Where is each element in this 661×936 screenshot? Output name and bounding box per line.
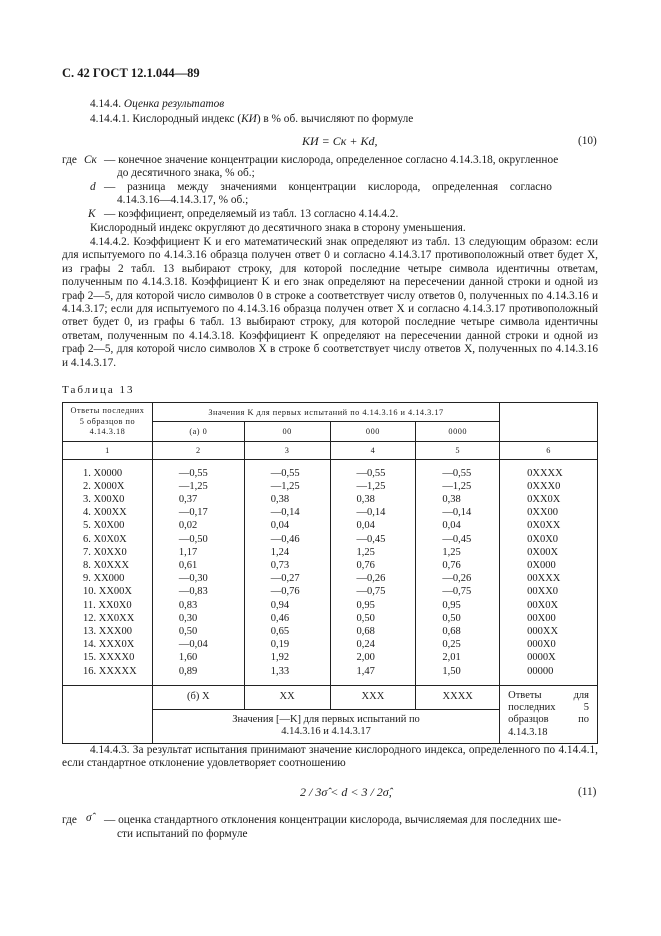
table-cell: 5. X0X00	[83, 520, 125, 532]
table-cell: 00X00	[527, 612, 556, 624]
table-cell: 2,01	[442, 652, 461, 664]
table-cell: —0,04	[178, 639, 208, 651]
col4-list	[357, 467, 416, 678]
table-cell: 1,25	[442, 546, 461, 558]
section-title: Оценка результатов	[123, 98, 225, 110]
table-cell: 00XX0	[527, 586, 559, 598]
table-cell: 00X0X	[527, 599, 559, 611]
table-cell: 1. X0000	[83, 467, 123, 479]
table-cell: 0,65	[270, 625, 290, 637]
table-cell: 3. X00X0	[83, 493, 125, 505]
table-cell: 0X000	[527, 559, 556, 571]
table-cell: 15. XXXX0	[83, 652, 135, 664]
table-cell: 0,76	[356, 559, 375, 571]
table-cell: —0,50	[178, 533, 208, 545]
table-cell: 0,83	[178, 599, 198, 611]
ck-desc-2: до десятичного знака, % об.;	[117, 167, 255, 179]
table-cell: 1,17	[178, 546, 198, 558]
sigma-symbol: σ̂	[86, 812, 92, 824]
table-cell: 2,00	[356, 652, 375, 664]
col-num-2: 2	[152, 441, 244, 459]
table-cell: —0,75	[442, 586, 472, 598]
table-cell: —0,76	[270, 586, 300, 598]
table-cell: 0,38	[270, 493, 290, 505]
table-cell: 1,92	[270, 652, 290, 664]
k-desc: — коэффициент, определяемый из табл. 13 согласно 4.14.4.2.	[104, 208, 399, 220]
table-cell: —0,17	[178, 507, 208, 519]
sub-b-2: XX	[244, 685, 330, 709]
head-main: Значения K для первых испытаний по 4.14.3.16 и 4.14.3.17	[152, 403, 499, 422]
table-cell: —0,26	[442, 573, 472, 585]
sigma-desc-2: сти испытаний по формуле	[117, 828, 248, 840]
table-cell: —0,75	[356, 586, 386, 598]
table-cell: —1,25	[178, 480, 208, 492]
col-num-4: 4	[330, 441, 416, 459]
rounding-note: Кислородный индекс округляют до десятичного знака в сторону уменьшения.	[90, 222, 466, 234]
formula-11-number: (11)	[578, 786, 597, 798]
table-cell: 000X0	[527, 639, 556, 651]
paragraph-4-14-4-2: 4.14.4.2. Коэффициент K и его математический знак определяют из табл. 13 следующим образом: если для испытуемого по 4.14.3.16 образца получен ответ 0 и согласно 4.14.3.17 противоположный ответ будет X, из графы 2 табл. 13 выбирают строку, для которой последние четыре символа идентичны ответам, полученным по 4.14.3.18. Коэффициент K и его знак определяют на пересечении данной строки и одной из граф 2—5, для которой число символов 0 в строке а соответствует числу ответов 0, полученных по 4.14.3.16 и 4.14.3.17; если для испытуемого по 4.14.3.16 образца получен ответ X и согласно 4.14.3.17 противоположный ответ будет 0, из графы 6 табл. 13 выбирают строку, для которой последние четыре символа идентичны ответам, полученным по 4.14.3.18. Коэффициент K определяют на пересечении данной строки и одной из граф 2—5, для которой число символов X в строке б соответствует числу ответов X, полученных по 4.14.3.16 и 4.14.3.17.	[62, 236, 598, 369]
table-cell: 1,24	[270, 546, 290, 558]
formula-11: 2 / 3σ̂ < d < 3 / 2σ̂,	[300, 785, 392, 799]
col5-cell	[416, 459, 500, 685]
sub-b-1: (б) X	[152, 685, 244, 709]
col-num-6: 6	[500, 441, 598, 459]
table-cell: —0,30	[178, 573, 208, 585]
table-cell: 9. XX000	[83, 573, 125, 585]
col4-cell	[330, 459, 416, 685]
table-cell: 1,60	[178, 652, 198, 664]
table-cell: 0X0XX	[527, 520, 561, 532]
table-cell: 0X0X0	[527, 533, 559, 545]
table-cell: —1,25	[442, 480, 472, 492]
p41441-ki: КИ	[241, 113, 257, 125]
k-symbol: K	[88, 208, 96, 220]
table-cell: 14. XXX0X	[83, 639, 135, 651]
sigma-desc-1: — оценка стандартного отклонения концентрации кислорода, вычисляемая для последних ше-	[104, 814, 562, 826]
table-cell: 0,04	[442, 520, 461, 532]
table-cell: 0,68	[356, 625, 375, 637]
table-cell: 0,50	[442, 612, 461, 624]
table-cell: 16. XXXXX	[83, 665, 137, 677]
where2-lead: где	[62, 814, 77, 826]
table-cell: 0,50	[178, 625, 198, 637]
foot-col1-empty	[63, 685, 153, 744]
table-cell: 4. X00XX	[83, 507, 127, 519]
table-cell: —0,55	[356, 467, 386, 479]
table-cell: 0,95	[356, 599, 375, 611]
col3-list	[271, 467, 330, 678]
col1-list	[83, 467, 152, 678]
table-cell: 1,33	[270, 665, 290, 677]
col-num-3: 3	[244, 441, 330, 459]
table-cell: —0,55	[270, 467, 300, 479]
table-cell: 2. X000X	[83, 480, 125, 492]
table-13	[62, 402, 598, 744]
col1-cell	[63, 459, 153, 685]
table-cell: —0,27	[270, 573, 300, 585]
table-cell: 0,04	[356, 520, 375, 532]
foot-col6: Ответы для последних 5 образцов по 4.14.3.18	[500, 685, 598, 744]
section-4-14-4	[90, 98, 224, 111]
table-cell: 0,76	[442, 559, 461, 571]
paragraph-4-14-4-3: 4.14.4.3. За результат испытания принимают значение кислородного индекса, определенного по 4.14.4.1, если стандартное отклонение удовлетворяет соотношению	[62, 744, 598, 770]
col5-list	[442, 467, 499, 678]
head-col6-empty	[500, 403, 598, 442]
table-cell: 0,73	[270, 559, 290, 571]
table-cell: 0,38	[442, 493, 461, 505]
d-desc-2: 4.14.3.16—4.14.3.17, % об.;	[117, 194, 249, 206]
table-cell: 0,19	[270, 639, 290, 651]
ck-desc-1: — конечное значение концентрации кислорода, определенное согласно 4.14.3.18, округленное	[104, 154, 559, 166]
table-cell: 0,24	[356, 639, 375, 651]
col2-cell	[152, 459, 244, 685]
col6-list	[527, 467, 597, 678]
table-cell: 0X00X	[527, 546, 559, 558]
table-cell: 0000X	[527, 652, 556, 664]
table-cell: —0,55	[442, 467, 472, 479]
d-desc-1: — разница между значениями концентрации кислорода, определенная согласно	[104, 181, 552, 193]
table-cell: 13. XXX00	[83, 625, 132, 637]
table-cell: 10. XX00X	[83, 586, 132, 598]
table-cell: 0,38	[356, 493, 375, 505]
table-cell: —0,14	[356, 507, 386, 519]
table-cell: 0XX00	[527, 507, 559, 519]
sub-a-1: (а) 0	[152, 422, 244, 441]
sub-a-4: 0000	[416, 422, 500, 441]
table-cell: 0XXXX	[527, 467, 563, 479]
table-cell: 1,47	[356, 665, 375, 677]
d-symbol: d	[90, 181, 96, 193]
table-cell: 0,50	[356, 612, 375, 624]
table-cell: 0,94	[270, 599, 290, 611]
table-cell: —0,45	[356, 533, 386, 545]
sub-a-3: 000	[330, 422, 416, 441]
sub-b-4: XXXX	[416, 685, 500, 709]
sub-a-2: 00	[244, 422, 330, 441]
section-number: 4.14.4.	[90, 98, 122, 110]
table-cell: 0XXX0	[527, 480, 561, 492]
foot-main: Значения [—K] для первых испытаний по 4.14.3.16 и 4.14.3.17	[152, 709, 499, 743]
p41441-post: ) в % об. вычисляют по формуле	[256, 113, 414, 125]
table-cell: 0,68	[442, 625, 461, 637]
table-cell: 0,37	[178, 493, 198, 505]
table-cell: 12. XX0XX	[83, 612, 135, 624]
table-cell: 0XX0X	[527, 493, 561, 505]
table-cell: 8. X0XXX	[83, 559, 130, 571]
table-cell: 0,95	[442, 599, 461, 611]
table-cell: 0,61	[178, 559, 198, 571]
table-cell: —1,25	[356, 480, 386, 492]
table-cell: —0,45	[442, 533, 472, 545]
ck-symbol: Cк	[84, 154, 97, 166]
col3-cell	[244, 459, 330, 685]
table-cell: 1,25	[356, 546, 375, 558]
table-cell: 0,02	[178, 520, 198, 532]
table-cell: 1,50	[442, 665, 461, 677]
formula-10: КИ = Cк + Kd,	[302, 134, 378, 148]
table-cell: —0,26	[356, 573, 386, 585]
table-cell: 0,46	[270, 612, 290, 624]
table-cell: 0,30	[178, 612, 198, 624]
formula-10-number: (10)	[578, 135, 597, 147]
table-caption: Таблица 13	[62, 384, 135, 396]
col6-cell	[500, 459, 598, 685]
table-cell: —0,14	[442, 507, 472, 519]
col-num-1: 1	[63, 441, 153, 459]
where-lead: где	[62, 154, 77, 166]
p41441-pre: 4.14.4.1. Кислородный индекс (	[90, 113, 242, 125]
table-cell: 0,89	[178, 665, 198, 677]
table-cell: 11. XX0X0	[83, 599, 132, 611]
table-cell: 0,25	[442, 639, 461, 651]
table-cell: —0,14	[270, 507, 300, 519]
col2-list	[179, 467, 244, 678]
table-cell: —0,83	[178, 586, 208, 598]
table-cell: 00XXX	[527, 573, 561, 585]
table-cell: 6. X0X0X	[83, 533, 127, 545]
table-cell: 7. X0XX0	[83, 546, 127, 558]
paragraph-4-14-4-1	[90, 113, 413, 126]
col-num-5: 5	[416, 441, 500, 459]
page-header: С. 42 ГОСТ 12.1.044—89	[62, 66, 200, 80]
table-cell: —1,25	[270, 480, 300, 492]
table-cell: —0,55	[178, 467, 208, 479]
head-col1: Ответы последних 5 образцов по 4.14.3.18	[63, 403, 153, 442]
table-cell: —0,46	[270, 533, 300, 545]
table-cell: 0,04	[270, 520, 290, 532]
sub-b-3: XXX	[330, 685, 416, 709]
table-cell: 000XX	[527, 625, 559, 637]
table-cell: 00000	[527, 665, 554, 677]
